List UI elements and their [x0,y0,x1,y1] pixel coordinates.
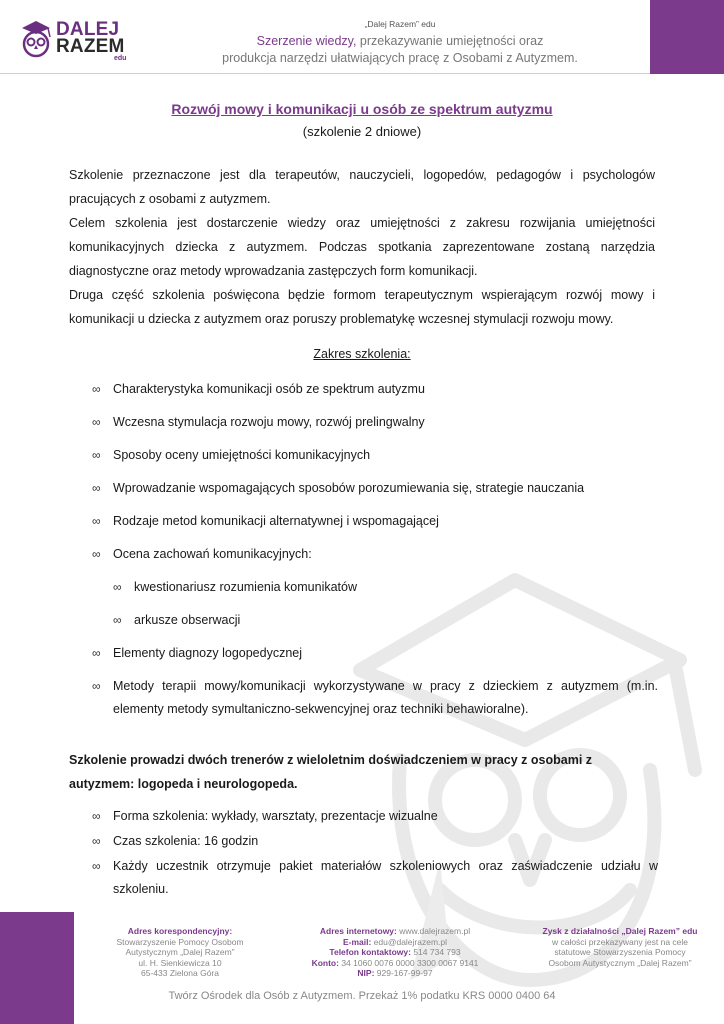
trainers-note: Szkolenie prowadzi dwóch trenerów z wieloletnim doświadczeniem w pracy z osobami z autyzmem: logopeda i neurologopeda. [69,753,593,791]
footer-nip [300,968,490,979]
list-item-text: Wczesna stymulacja rozwoju mowy, rozwój prelingwalny [113,415,425,429]
header-tagline-line2: produkcja narzędzi ułatwiających pracę z Osobami z Autyzmem. [222,51,578,65]
document-title: Rozwój mowy i komunikacji u osób ze spektrum autyzmu [171,101,553,117]
footer-email [300,937,490,948]
footer-profit-heading: Zysk z działalności „Dalej Razem” edu [542,926,698,936]
footer-profit-line: w całości przekazywany jest na cele [551,936,689,947]
footer-contact-label: Konto: [311,957,339,968]
infinity-bullet-icon: ∞ [113,613,122,627]
infinity-bullet-icon: ∞ [92,679,101,693]
infinity-bullet-icon: ∞ [92,514,101,528]
footer-contact-label: Telefon kontaktowy: [329,947,411,957]
list-item-text: Rodzaje metod komunikacji alternatywnej i wspomagającej [113,514,439,528]
list-item-text: Elementy diagnozy logopedycznej [113,646,303,660]
list-item [92,855,658,901]
infinity-bullet-icon: ∞ [92,415,101,429]
intro-text [69,163,655,331]
email-link[interactable]: edu@dalejrazem.pl [371,936,448,947]
list-item [92,830,658,853]
header-tagline-accent: Szerzenie wiedzy, [256,34,357,48]
footer-profit-line: Osobom Autystycznym „Dalej Razem” [548,957,692,968]
logo-word-dalej: DALEJ [56,19,120,40]
list-item [113,576,654,599]
header-tagline-rest: przekazywanie umiejętności oraz [356,34,544,48]
infinity-bullet-icon: ∞ [92,809,101,823]
footer-address-line: ul. H. Sienkiewicza 10 [138,957,222,968]
phone-value: 514 734 793 [410,947,461,957]
footer-accent-band [0,912,74,1024]
list-item [92,444,658,467]
list-item [92,378,658,401]
header-accent-band [650,0,724,74]
list-item-text: Metody terapii mowy/komunikacji wykorzystywane w pracy z dzieckiem z autyzmem (m.in. elementy metody symultaniczno-sekwencyjnej oraz techniki behawioralne). [113,679,658,716]
list-item-text: Sposoby oceny umiejętności komunikacyjnych [113,448,371,462]
list-item-text: arkusze obserwacji [134,613,241,627]
document-subtitle: (szkolenie 2 dniowe) [302,124,422,139]
header-tagline-line1 [150,34,650,48]
infinity-bullet-icon: ∞ [113,580,122,594]
scope-title: Zakres szkolenia: [313,347,411,361]
list-item-text: Ocena zachowań komunikacyjnych: [113,547,312,561]
list-item-text: kwestionariusz rozumienia komunikatów [134,580,358,594]
footer-address [90,926,270,979]
header-kicker: „Dalej Razem” edu [364,19,436,29]
intro-paragraph: Celem szkolenia jest dostarczenie wiedzy oraz umiejętności z zakresu rozwijania umiejętności komunikacyjnych dziecka z autyzmem. Podczas spotkania zaprezentowane zostaną narzędzia diagnostyczne oraz metody wprowadzania zastępczych form komunikacji. [69,216,655,278]
footer-address-line: Autystycznym „Dalej Razem” [125,947,235,957]
owl-mascot-icon [18,18,54,58]
list-item [92,510,658,533]
intro-paragraph: Druga część szkolenia poświęcona będzie formom terapeutycznym wspierającym rozwój mowy i komunikacji u dziecka z autyzmem oraz poruszy problematykę wczesnej stymulacji rozwoju mowy. [69,288,655,326]
infinity-bullet-icon: ∞ [92,382,101,396]
nip-value: 929-167-99-97 [374,968,433,978]
footer-website [300,926,490,937]
logo-word-razem: RAZEM [56,36,125,57]
list-item [113,609,654,632]
infinity-bullet-icon: ∞ [92,481,101,495]
list-item-text: Forma szkolenia: wykłady, warsztaty, prezentacje wizualne [113,809,438,823]
footer-address-line: 65-433 Zielona Góra [141,968,219,978]
footer-contact [300,926,490,979]
footer-contact-label: Adres internetowy: [319,926,397,936]
infinity-bullet-icon: ∞ [92,646,101,660]
intro-paragraph: Szkolenie przeznaczone jest dla terapeutów, nauczycieli, logopedów, pedagogów i psychologów pracujących z osobami z autyzmem. [69,168,655,206]
list-item [92,543,658,566]
footer-address-heading: Adres korespondencyjny: [127,926,233,936]
infinity-bullet-icon: ∞ [92,834,101,848]
list-item [92,675,658,721]
footer-address-line: Stowarzyszenie Pomocy Osobom [116,936,244,947]
infinity-bullet-icon: ∞ [92,547,101,561]
infinity-bullet-icon: ∞ [92,859,101,873]
list-item [92,805,658,828]
list-item-text: Wprowadzanie wspomagających sposobów porozumiewania się, strategie nauczania [113,481,585,495]
list-item-text: Charakterystyka komunikacji osób ze spektrum autyzmu [113,382,425,396]
footer-profit-line: statutowe Stowarzyszenia Pomocy [554,947,686,957]
list-item [92,411,658,434]
footer-tax-appeal: Twórz Ośrodek dla Osób z Autyzmem. Przekaż 1% podatku KRS 0000 0400 64 [168,990,556,1002]
list-item [92,477,658,500]
header-divider [0,73,650,74]
list-item-text: Czas szkolenia: 16 godzin [113,834,259,848]
footer-profit-note [530,926,710,968]
list-item [92,642,658,665]
infinity-bullet-icon: ∞ [92,448,101,462]
footer-contact-label: NIP: [357,968,375,978]
logo-edu: edu [114,55,127,62]
footer-account [300,958,490,969]
logo [18,14,148,64]
list-item-text: Każdy uczestnik otrzymuje pakiet materiałów szkoleniowych oraz zaświadczenie udziału w szkoleniu. [113,859,658,896]
footer-contact-label: E-mail: [342,936,372,947]
website-link[interactable]: www.dalejrazem.pl [396,926,471,936]
footer-phone [300,947,490,958]
account-value: 34 1060 0076 0000 3300 0067 9141 [338,957,479,968]
